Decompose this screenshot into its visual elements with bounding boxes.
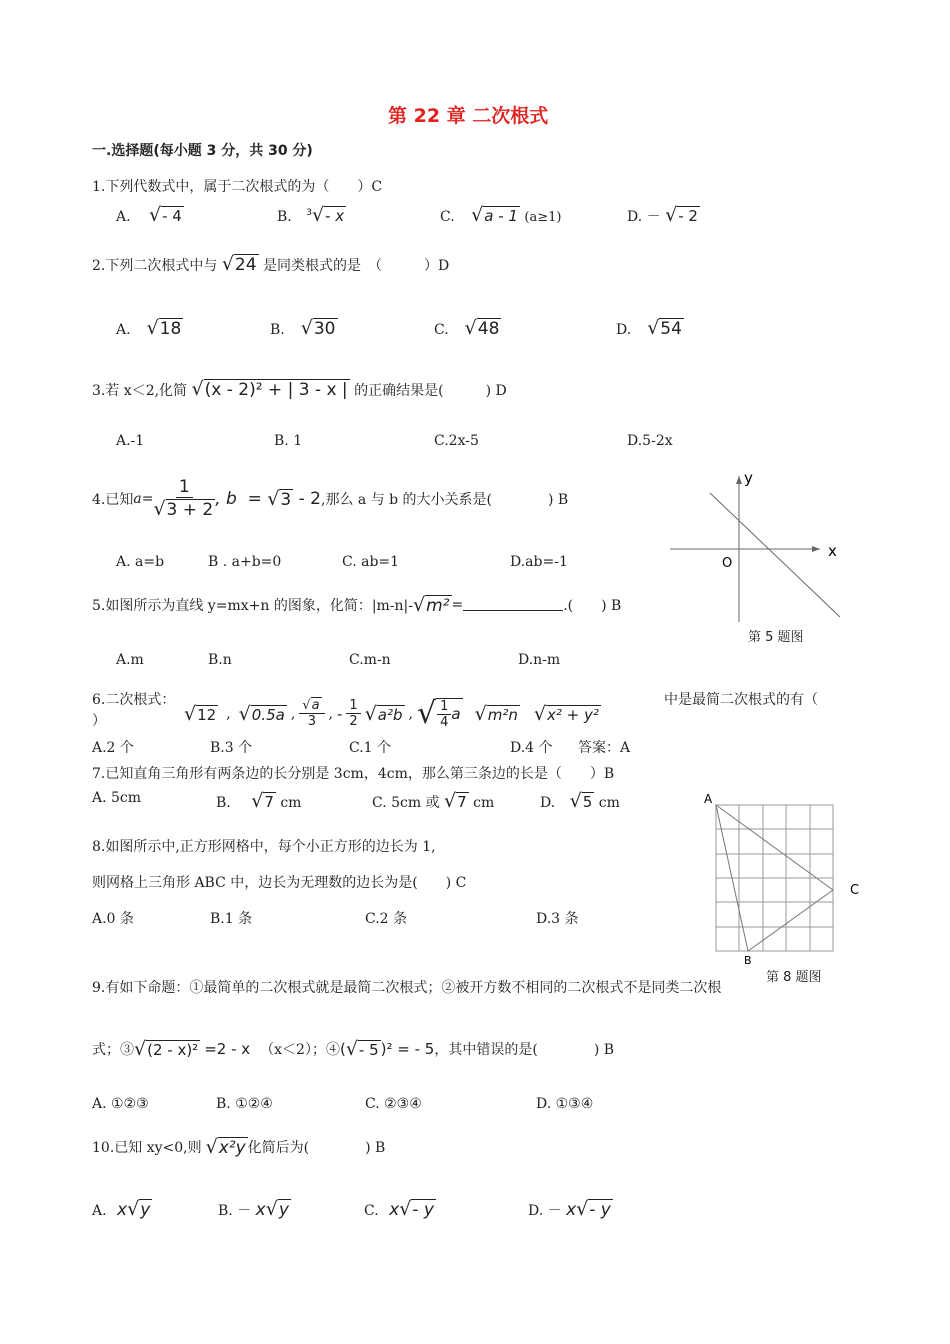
stem-text: ，其中错误的是( ) B xyxy=(434,1042,615,1058)
expression: )² = - 5 xyxy=(380,1040,435,1058)
stem-text: .( ) B xyxy=(563,598,622,614)
unit: cm xyxy=(473,795,495,811)
q9-stem-line2: 式；③ √(2 - x)² =2 - x （x＜2）；④ ( √- 5 )² = - 5 ，其中错误的是( ) B xyxy=(92,1038,615,1060)
radicand: 3 xyxy=(280,489,292,510)
root-index: 3 xyxy=(306,208,312,218)
stem-text: 式；③ xyxy=(92,1042,134,1058)
radicand: x²y xyxy=(218,1138,246,1158)
coefficient: x xyxy=(389,1200,400,1220)
expression: =2 - x xyxy=(204,1040,251,1058)
q10-option-a: A. x√y xyxy=(92,1198,151,1220)
option-label: A. xyxy=(116,322,131,338)
radicand: - 5 xyxy=(358,1041,379,1059)
radicand: 54 xyxy=(660,319,682,339)
q5-figure-caption: 第 5 题图 xyxy=(748,630,804,645)
q6-stem-post: 中是最简二次根式的有（ xyxy=(664,692,818,708)
unit: cm xyxy=(280,795,302,811)
q4-option-b: B . a+b=0 xyxy=(208,554,282,570)
page-title: 第 22 章 二次根式 xyxy=(388,105,549,127)
q3-stem: 3.若 x＜2,化简 √(x - 2)² + | 3 - x | 的正确结果是( ) D xyxy=(92,378,507,400)
radical-3: $\frac{√a}{3}$ xyxy=(299,698,324,729)
radicand: 7 xyxy=(264,793,274,811)
radicand: (2 - x)² xyxy=(147,1041,199,1059)
radical-3-numerator: a xyxy=(311,698,320,713)
q4-stem: 4.已知 a= $\frac{1}{√3 + 2}$ , b = √3 - 2 ,那么 a 与 b 的大小关系是( ) B xyxy=(92,477,569,520)
q9-option-c: C. ②③④ xyxy=(365,1096,422,1112)
square-grid xyxy=(716,805,833,951)
q6-stem-label: 6.二次根式： xyxy=(92,692,176,708)
numerator: 1 xyxy=(437,699,451,715)
q8-figure xyxy=(700,788,870,964)
q3-option-a: A.-1 xyxy=(116,433,145,449)
y-axis-label: y xyxy=(744,469,753,487)
b-tail: - 2 xyxy=(293,488,321,509)
radicand: (x - 2)² + | 3 - x | xyxy=(204,380,348,400)
option-label: D. xyxy=(540,795,556,811)
stem-text: 化简后为( ) B xyxy=(247,1140,386,1156)
option-label: C. 5cm 或 xyxy=(372,795,440,811)
stem-text: ,那么 a 与 b 的大小关系是( ) B xyxy=(321,491,569,508)
radical-6: m²n xyxy=(487,705,518,724)
x-axis-arrow xyxy=(812,546,820,552)
radical-3-denominator: 3 xyxy=(307,714,317,729)
q3-option-d: D.5-2x xyxy=(627,433,673,449)
radicand: - y xyxy=(589,1200,611,1220)
q6-answer: 答案：A xyxy=(578,740,631,756)
x-axis-label: x xyxy=(828,542,837,560)
q8-option-d: D.3 条 xyxy=(536,911,579,927)
variable: a xyxy=(451,705,461,723)
q2-option-a: A. √18 xyxy=(116,317,182,339)
option-label: C. xyxy=(434,322,449,338)
q5-option-d: D.n-m xyxy=(518,652,561,668)
q6-option-d: D.4 个 xyxy=(510,740,553,756)
q2-option-b: B. √30 xyxy=(270,317,336,339)
q6-radicals: √12 , √0.5a , $\frac{√a}{3}$ , - $\frac{1}{2}$ √a²b , √ $\frac{1}{4}$ a √m²n √x² + y² xyxy=(184,696,599,731)
condition: （x＜2）；④ xyxy=(260,1042,340,1058)
unit: cm xyxy=(598,795,620,811)
q5-option-a: A.m xyxy=(116,652,144,668)
section-heading: 一.选择题(每小题 3 分，共 30 分) xyxy=(92,143,313,159)
q2-option-c: C. √48 xyxy=(434,317,500,339)
stem-text: 3.若 x＜2,化简 xyxy=(92,383,188,399)
q1-stem: 1.下列代数式中，属于二次根式的为（ ）C xyxy=(92,179,383,195)
q6-option-c: C.1 个 xyxy=(349,740,392,756)
radical-1: 12 xyxy=(197,705,217,724)
stem-text: 2.下列二次根式中与 xyxy=(92,258,218,274)
q4-option-c: C. ab=1 xyxy=(342,554,400,570)
q3-option-c: C.2x-5 xyxy=(434,433,479,449)
option-label: D. － xyxy=(627,209,661,225)
radical-5: √ $\frac{1}{4}$ a xyxy=(416,696,461,731)
line-y-mx-n xyxy=(710,493,840,617)
option-label: A. xyxy=(92,1203,107,1219)
stem-text: 5.如图所示为直线 y=mx+n 的图象，化简：|m-n|- xyxy=(92,598,414,614)
q6-option-a: A.2 个 xyxy=(92,740,134,756)
point-b-label: B xyxy=(744,954,752,964)
radical-2: 0.5a xyxy=(251,705,285,724)
option-label: D. － xyxy=(528,1203,562,1219)
numerator: 1 xyxy=(176,477,193,498)
coefficient: x xyxy=(255,1200,266,1220)
radicand: y xyxy=(140,1200,151,1220)
q7-stem: 7.已知直角三角形有两条边的长分别是 3cm，4cm，那么第三条边的长是（ ）B xyxy=(92,766,615,782)
radicand: 7 xyxy=(457,793,467,811)
q9-option-d: D. ①③④ xyxy=(536,1096,594,1112)
denominator-radicand: 3 + 2 xyxy=(166,500,214,520)
q10-option-d: D. － x√- y xyxy=(528,1198,611,1220)
option-label: B. xyxy=(277,209,292,225)
radicand: - y xyxy=(412,1200,434,1220)
q5-option-c: C.m-n xyxy=(349,652,391,668)
radicand: a - 1 xyxy=(484,207,518,225)
option-label: C. xyxy=(440,209,455,225)
q8-stem-line2: 则网格上三角形 ABC 中，边长为无理数的边长为是( ) C xyxy=(92,875,467,891)
radicand: y xyxy=(278,1200,289,1220)
q7-option-d: D. √5 cm xyxy=(540,790,620,812)
variable-a: a= xyxy=(133,490,154,507)
option-label: B. xyxy=(270,322,285,338)
equals-sign: = xyxy=(451,597,464,613)
coefficient: x xyxy=(117,1200,128,1220)
q1-option-c: C. √a - 1 (a≥1) xyxy=(440,204,562,226)
radical-4: a²b xyxy=(377,705,403,724)
stem-text: 4.已知 xyxy=(92,491,134,508)
q9-stem-line1: 9.有如下命题：①最简单的二次根式就是最简二次根式；②被开方数不相同的二次根式不是同类二次根 xyxy=(92,980,722,996)
q2-stem: 2.下列二次根式中与 √24 是同类根式的是 （ ）D xyxy=(92,253,450,275)
b-expression: , b = xyxy=(215,488,268,509)
fraction: $\frac{1}{√3 + 2}$ xyxy=(153,477,214,520)
q8-option-a: A.0 条 xyxy=(92,911,134,927)
q5-stem: 5.如图所示为直线 y=mx+n 的图象，化简：|m-n|- √m² = .( ) B xyxy=(92,594,622,616)
option-label: C. xyxy=(364,1203,379,1219)
radicand: - 4 xyxy=(162,207,182,225)
stem-text: 是同类根式的是 （ ）D xyxy=(263,258,450,274)
q7-option-b: B. √7 cm xyxy=(216,790,302,812)
option-label: D. xyxy=(616,322,632,338)
denominator: 4 xyxy=(440,714,449,730)
q1-option-a: A. √- 4 xyxy=(116,204,182,226)
q10-stem: 10.已知 xy<0,则 √x²y 化简后为( ) B xyxy=(92,1136,386,1158)
option-label: B. xyxy=(216,795,231,811)
option-label: A. xyxy=(116,209,131,225)
denominator: 2 xyxy=(349,714,358,729)
radicand: m² xyxy=(426,596,450,616)
q9-option-a: A. ①②③ xyxy=(92,1096,149,1112)
radical-4-coef xyxy=(346,698,360,729)
radical-7: x² + y² xyxy=(546,705,599,724)
q1-option-d: D. － √- 2 xyxy=(627,204,698,226)
q5-option-b: B.n xyxy=(208,652,232,668)
q7-option-c: C. 5cm 或 √7 cm xyxy=(372,790,495,812)
radical-4-sign: - xyxy=(336,704,343,723)
q10-option-c: C. x√- y xyxy=(364,1198,434,1220)
q3-option-b: B. 1 xyxy=(274,433,303,449)
point-c-label: C xyxy=(850,883,860,898)
q7-option-a: A. 5cm xyxy=(92,790,142,806)
q8-figure-caption: 第 8 题图 xyxy=(766,970,822,985)
option-label: B. － xyxy=(218,1203,252,1219)
radicand: - x xyxy=(325,207,345,225)
stem-text: 10.已知 xy<0,则 xyxy=(92,1140,202,1156)
radicand: 30 xyxy=(313,319,336,339)
condition: (a≥1) xyxy=(524,210,562,225)
q10-option-b: B. － x√y xyxy=(218,1198,289,1220)
y-axis-arrow xyxy=(736,476,742,484)
stem-text: 的正确结果是( ) D xyxy=(354,383,507,399)
point-a-label: A xyxy=(704,792,713,806)
origin-label: O xyxy=(722,556,733,571)
q9-option-b: B. ①②④ xyxy=(216,1096,273,1112)
q8-stem-line1: 8.如图所示中,正方形网格中，每个小正方形的边长为 1, xyxy=(92,839,436,855)
radicand: 24 xyxy=(234,255,257,275)
radicand: - 2 xyxy=(678,207,698,225)
q5-figure xyxy=(660,462,850,652)
q8-option-b: B.1 条 xyxy=(210,911,253,927)
paren-open: ( xyxy=(339,1040,346,1058)
q8-option-c: C.2 条 xyxy=(365,911,408,927)
q2-option-d: D. √54 xyxy=(616,317,682,339)
q1-option-b: B. $^3$√- x xyxy=(277,204,345,226)
radicand: 5 xyxy=(582,793,593,811)
q6-option-b: B.3 个 xyxy=(210,740,253,756)
q4-option-d: D.ab=-1 xyxy=(510,554,568,570)
q4-option-a: A. a=b xyxy=(116,554,165,570)
radicand: 18 xyxy=(159,319,182,339)
radicand: 48 xyxy=(477,319,500,339)
q6-stem-close: ） xyxy=(92,713,106,729)
coefficient: x xyxy=(566,1200,577,1220)
answer-blank xyxy=(463,600,563,611)
numerator: 1 xyxy=(346,698,360,714)
